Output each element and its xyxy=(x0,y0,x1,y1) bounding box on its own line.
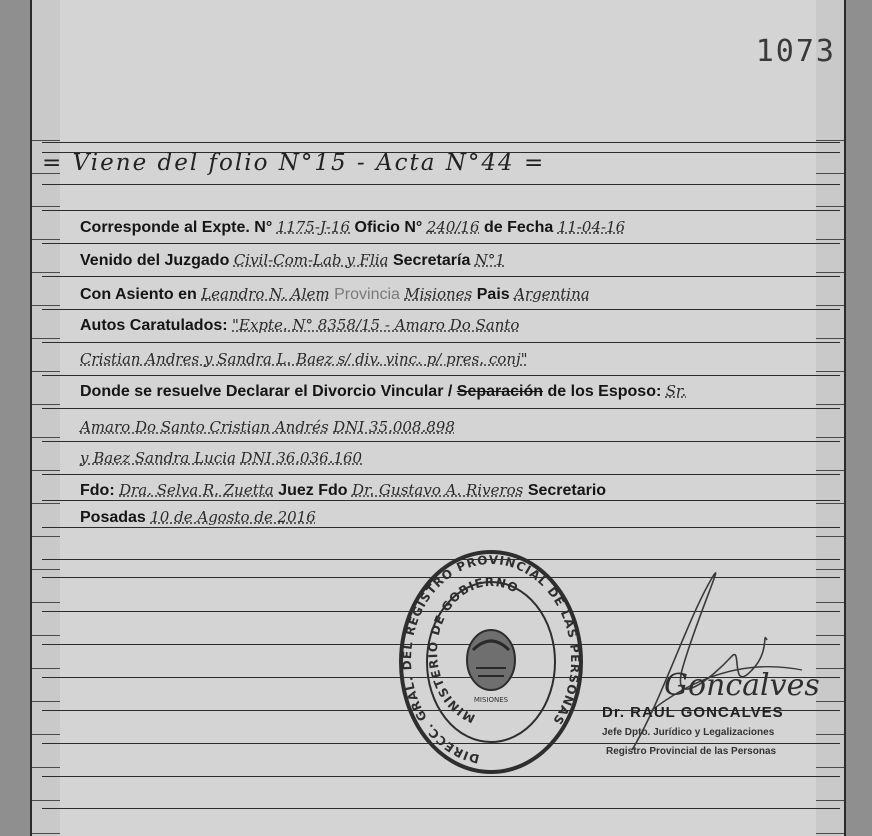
edge-rule-line xyxy=(816,767,844,768)
edge-rule-line xyxy=(32,503,60,504)
rule-line xyxy=(42,408,840,409)
oficio-value: 240/16 xyxy=(426,218,480,236)
edge-rule-line xyxy=(32,371,60,372)
rule-line xyxy=(42,808,840,809)
donde-label: Donde se resuelve Declarar el Divorcio Vincular / xyxy=(80,383,453,400)
edge-rule-line xyxy=(32,734,60,735)
autos-label: Autos Caratulados: xyxy=(80,317,228,334)
venido-label: Venido del Juzgado xyxy=(80,252,230,269)
esposo-1-name: Amaro Do Santo Cristian Andrés xyxy=(80,418,329,436)
autos-value-2: Cristian Andres y Sandra L. Baez s/ div. vinc. p/ pres. conj" xyxy=(80,350,528,368)
fecha-value: 11-04-16 xyxy=(557,218,626,236)
edge-rule-line xyxy=(32,800,60,801)
pais-label: Pais xyxy=(476,286,510,303)
oficio-label: Oficio N° xyxy=(354,219,423,236)
rule-line xyxy=(42,142,840,143)
stamp-inner-text: MINISTERIO DE GOBIERNO xyxy=(425,574,521,726)
asiento-row xyxy=(80,285,840,311)
signatory-title-2: Registro Provincial de las Personas xyxy=(606,746,777,757)
secretario-label: Secretario xyxy=(527,482,607,499)
posadas-row xyxy=(80,508,840,534)
esposo-2-dni: DNI 36.036.160 xyxy=(240,449,363,467)
edge-rule-line xyxy=(32,404,60,405)
official-stamp xyxy=(398,550,584,782)
edge-rule-line xyxy=(32,569,60,570)
rule-line xyxy=(42,342,840,343)
edge-rule-line xyxy=(32,239,60,240)
esposos-label: de los Esposo: xyxy=(547,383,662,400)
autos-row-2 xyxy=(80,350,840,376)
edge-rule-line xyxy=(32,305,60,306)
folio-number: 1073 xyxy=(755,34,836,69)
separacion-label: Separación xyxy=(456,383,544,400)
provincia-value: Misiones xyxy=(404,285,473,303)
edge-rule-line xyxy=(32,206,60,207)
edge-rule-line xyxy=(32,767,60,768)
stamp-outer-text: DIRECC. GRAL. DEL REGISTRO PROVINCIAL DE LAS PERSONAS xyxy=(399,552,583,766)
edge-rule-line xyxy=(32,701,60,702)
expte-value: 1175-J-16 xyxy=(276,218,351,236)
edge-rule-line xyxy=(32,668,60,669)
edge-rule-line xyxy=(32,338,60,339)
juzgado-value: Civil-Com-Lab y Flia xyxy=(233,251,389,269)
juez-value: Dra. Selva R. Zuetta xyxy=(119,481,274,499)
secretaria-label: Secretaría xyxy=(392,252,471,269)
edge-rule-line xyxy=(32,602,60,603)
donde-row xyxy=(80,382,840,408)
rule-line xyxy=(42,184,840,185)
secretaria-value: N°1 xyxy=(474,251,505,269)
esposo-1-dni: DNI 35.008.898 xyxy=(333,418,455,436)
esposos-prefix: Sr. xyxy=(665,382,687,400)
registry-page xyxy=(30,0,846,836)
edge-rule-line xyxy=(32,536,60,537)
fdo-label: Fdo: xyxy=(80,482,115,499)
edge-rule-line xyxy=(32,437,60,438)
stamp-center-text: MISIONES xyxy=(473,696,509,704)
asiento-label: Con Asiento en xyxy=(80,286,197,303)
pais-value: Argentina xyxy=(514,285,590,303)
edge-rule-line xyxy=(816,206,844,207)
expte-row xyxy=(80,218,840,244)
posadas-label: Posadas xyxy=(80,509,146,526)
edge-rule-line xyxy=(816,140,844,141)
edge-rule-line xyxy=(32,470,60,471)
asiento-value: Leandro N. Alem xyxy=(201,285,330,303)
edge-rule-line xyxy=(816,173,844,174)
secretario-value: Dr. Gustavo A. Riveros xyxy=(351,481,524,499)
posadas-value: 10 de Agosto de 2016 xyxy=(150,508,316,526)
provincia-label: Provincia xyxy=(334,286,400,303)
edge-rule-line xyxy=(816,833,844,834)
signatory-name: Dr. RAUL GONCALVES xyxy=(602,704,784,721)
fecha-label: de Fecha xyxy=(483,219,554,236)
header-note: = Viene del folio N°15 - Acta N°44 = xyxy=(42,150,546,176)
edge-rule-line xyxy=(32,272,60,273)
juez-label: Juez Fdo xyxy=(278,482,348,499)
expte-label: Corresponde al Expte. N° xyxy=(80,219,273,236)
coat-of-arms-icon xyxy=(467,630,515,690)
edge-rule-line xyxy=(32,635,60,636)
autos-value-1: "Expte. N° 8358/15 - Amaro Do Santo xyxy=(232,316,520,334)
esposo-1-row xyxy=(80,418,840,444)
edge-rule-line xyxy=(32,833,60,834)
esposo-2-name: y Baez Sandra Lucia xyxy=(80,449,236,467)
rule-line xyxy=(42,210,840,211)
edge-rule-line xyxy=(816,536,844,537)
autos-row xyxy=(80,316,840,342)
juzgado-row xyxy=(80,251,840,277)
edge-rule-line xyxy=(816,800,844,801)
firmas-row xyxy=(80,481,840,507)
esposo-2-row xyxy=(80,449,840,475)
edge-rule-line xyxy=(32,140,60,141)
signature-script: Goncalves xyxy=(664,668,820,703)
signatory-title-1: Jefe Dpto. Jurídico y Legalizaciones xyxy=(602,727,775,738)
